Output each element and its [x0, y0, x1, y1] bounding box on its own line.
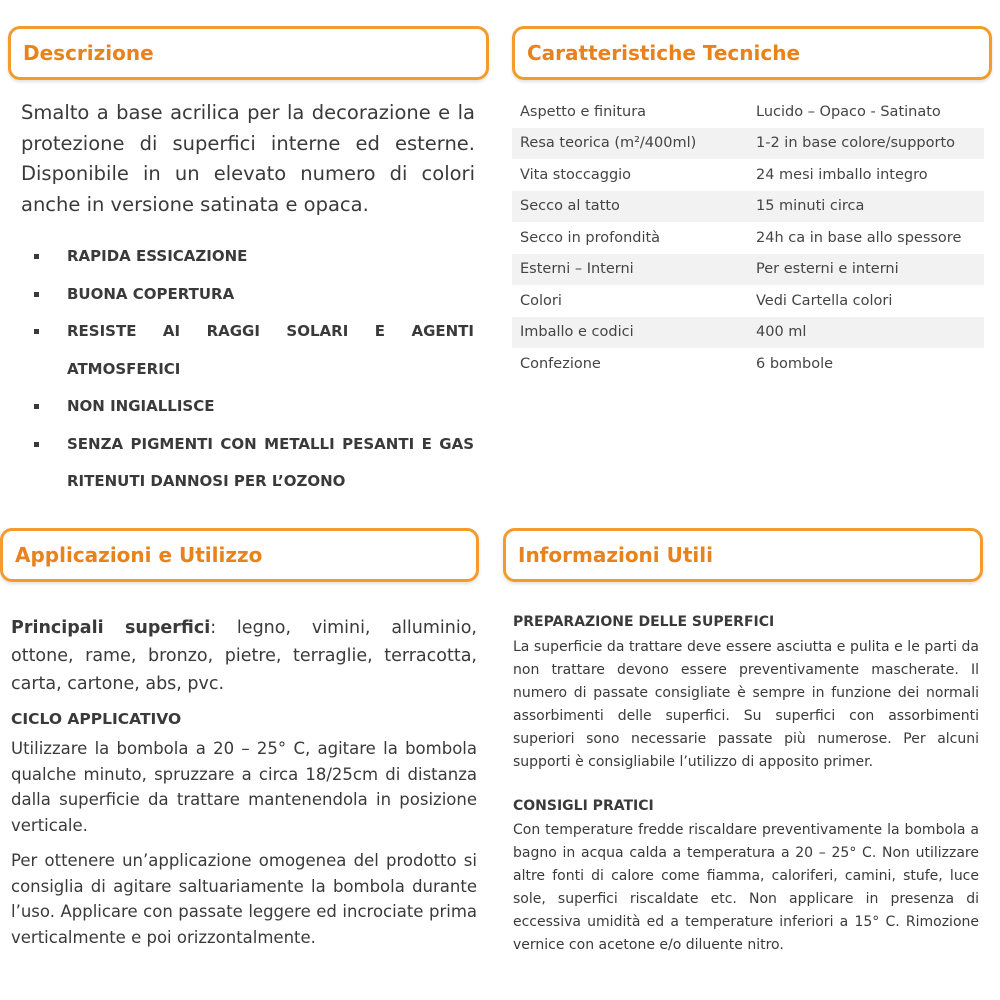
- spec-label: Imballo e codici: [512, 317, 748, 349]
- feature-item: [34, 313, 474, 388]
- table-row: [512, 222, 984, 254]
- table-row: [512, 96, 984, 128]
- spec-label: Secco al tatto: [512, 191, 748, 223]
- table-row: [512, 348, 984, 380]
- tips-title: CONSIGLI PRATICI: [513, 798, 654, 814]
- feature-label: SENZA PIGMENTI CON METALLI PESANTI E GAS RITENUTI DANNOSI PER L’OZONO: [67, 434, 474, 490]
- application-tips-text: Per ottenere un’applicazione omogenea del prodotto si consiglia di agitare saltuariamente la bombola durante l’uso. Applicare con passate leggere ed incrociate prima verticalmente e poi orizzontalmente.: [11, 851, 477, 947]
- prep-text: La superficie da trattare deve essere asciutta e pulita e le parti da non trattare devono essere preventivamente mascherate. Il numero di passate consigliate è sempre in funzione dei normali assorbimenti delle superfici. Su superfici con assorbimenti superiori sono necessarie passate più numerose. Per alcuni supporti è consigliabile l’utilizzo di apposito primer.: [513, 639, 979, 770]
- spec-label: Vita stoccaggio: [520, 166, 632, 183]
- prep-title: PREPARAZIONE DELLE SUPERFICI: [513, 614, 775, 630]
- section-title: Informazioni Utili: [518, 543, 713, 567]
- spec-value: 400 ml: [748, 317, 984, 349]
- feature-item: [34, 276, 474, 314]
- spec-value: 24h ca in base allo spessore: [756, 229, 962, 246]
- spec-value: 15 minuti circa: [748, 191, 984, 223]
- feature-item: [34, 388, 474, 426]
- section-title: Descrizione: [23, 41, 154, 65]
- table-row: [512, 254, 984, 286]
- feature-label: NON INGIALLISCE: [67, 397, 215, 415]
- section-title: Applicazioni e Utilizzo: [15, 543, 263, 567]
- bullet-icon: [34, 442, 39, 447]
- spec-label: Resa teorica (m²/400ml): [512, 128, 748, 160]
- feature-label: RESISTE AI RAGGI SOLARI E AGENTI ATMOSFERICI: [67, 322, 474, 378]
- bullet-icon: [34, 292, 39, 297]
- specs-table: [512, 96, 984, 380]
- feature-label: RAPIDA ESSICAZIONE: [67, 247, 248, 265]
- bullet-icon: [34, 404, 39, 409]
- feature-item: [34, 426, 474, 501]
- tips-text: Con temperature fredde riscaldare preventivamente la bombola a bagno in acqua calda a temperatura a 20 – 25° C. Non utilizzare altre fonti di calore come fiamma, caloriferi, camini, stufe, luce sole, superfici riscaldate etc. Non applicare in presenza di eccessiva umidità ed a temperature inferiori a 15° C. Rimozione vernice con acetone e/o diluente nitro.: [513, 822, 979, 953]
- section-header-descrizione: [8, 26, 489, 80]
- spec-label: Aspetto e finitura: [520, 103, 647, 120]
- spec-label: Secco in profondità: [520, 229, 661, 246]
- bullet-icon: [34, 254, 39, 259]
- spec-value: 24 mesi imballo integro: [756, 166, 928, 183]
- spec-value: Lucido – Opaco - Satinato: [756, 103, 941, 120]
- table-row: [512, 317, 984, 349]
- cycle-title: CICLO APPLICATIVO: [11, 710, 182, 728]
- section-header-applicazioni: [0, 528, 479, 582]
- spec-value: Vedi Cartella colori: [756, 292, 893, 309]
- table-row: [512, 191, 984, 223]
- spec-value: 6 bombole: [756, 355, 834, 372]
- section-title: Caratteristiche Tecniche: [527, 41, 801, 65]
- surfaces-paragraph: [11, 614, 477, 698]
- table-row: [512, 285, 984, 317]
- spec-label: Confezione: [520, 355, 601, 372]
- bullet-icon: [34, 329, 39, 334]
- table-row: [512, 159, 984, 191]
- spec-label: Colori: [520, 292, 562, 309]
- surfaces-label: Principali superfici: [11, 618, 211, 638]
- section-header-informazioni: [503, 528, 983, 582]
- feature-label: BUONA COPERTURA: [67, 284, 235, 303]
- description-text: Smalto a base acrilica per la decorazione e la protezione di superfici interne ed esterne. Disponibile in un elevato numero di colori anche in versione satinata e opaca.: [21, 101, 475, 216]
- surfaces-text: : legno, vimini, alluminio, ottone, rame, bronzo, pietre, terraglie, terracotta, carta, cartone, abs, pvc.: [11, 618, 477, 694]
- spec-label: Esterni – Interni: [512, 254, 748, 286]
- section-header-caratteristiche: [512, 26, 992, 80]
- table-row: [512, 128, 984, 160]
- feature-item: [34, 238, 474, 276]
- spec-value: 1-2 in base colore/supporto: [748, 128, 984, 160]
- spec-value: Per esterni e interni: [748, 254, 984, 286]
- cycle-text: Utilizzare la bombola a 20 – 25° C, agitare la bombola qualche minuto, spruzzare a circa 18/25cm di distanza dalla superficie da trattare mantenendola in posizione verticale.: [11, 739, 477, 835]
- features-list: [34, 238, 474, 501]
